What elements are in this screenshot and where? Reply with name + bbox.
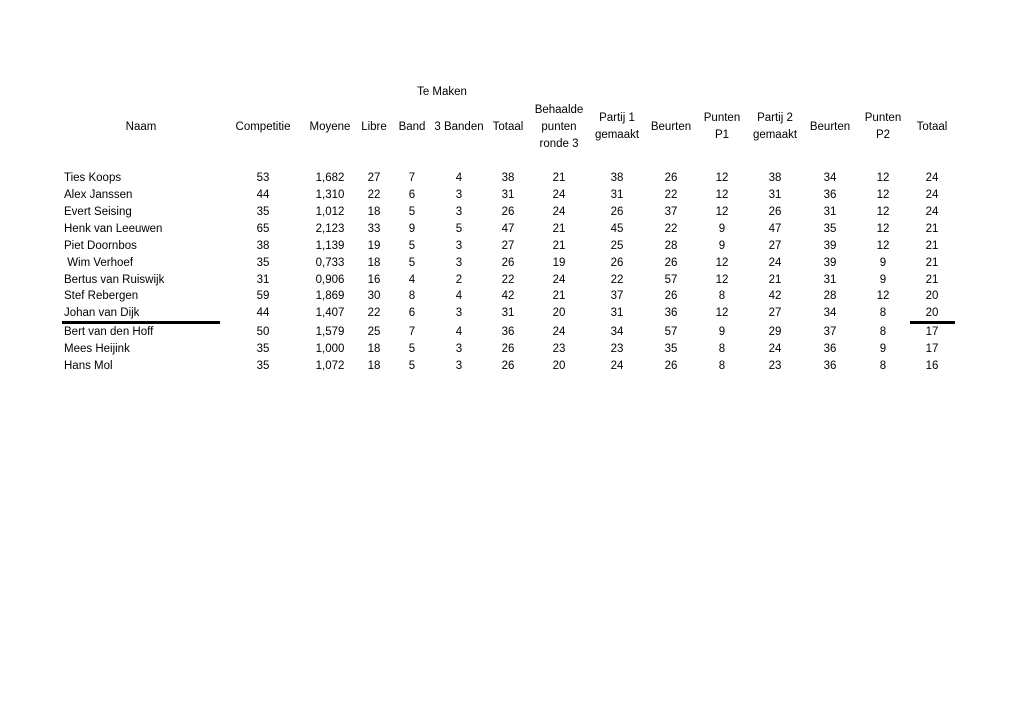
player-name: Evert Seising <box>64 206 132 218</box>
cell-totaal-te-maken: 26 <box>501 257 515 269</box>
cell-libre: 22 <box>367 189 381 201</box>
cell-3-banden: 4 <box>455 172 463 184</box>
cell-punten-p2: 9 <box>879 343 887 355</box>
cell-moyene: 1,139 <box>315 240 345 252</box>
cell-behaalde-punten-ronde-3: 20 <box>552 307 566 319</box>
cell-beurten-2: 36 <box>823 360 837 372</box>
header-partij-2-gemaakt: Partij 2 gemaakt <box>752 112 798 141</box>
cell-beurten-1: 22 <box>664 189 678 201</box>
cell-partij-1-gemaakt: 24 <box>610 360 624 372</box>
cell-punten-p1: 12 <box>715 189 729 201</box>
cell-moyene: 1,310 <box>315 189 345 201</box>
cell-beurten-1: 57 <box>664 274 678 286</box>
cell-libre: 18 <box>367 360 381 372</box>
cell-moyene: 1,407 <box>315 307 345 319</box>
cell-punten-p2: 12 <box>876 172 890 184</box>
cell-punten-p2: 9 <box>879 257 887 269</box>
cell-totaal-te-maken: 26 <box>501 360 515 372</box>
cell-beurten-1: 26 <box>664 290 678 302</box>
cell-libre: 25 <box>367 326 381 338</box>
cell-partij-1-gemaakt: 23 <box>610 343 624 355</box>
cell-punten-p1: 12 <box>715 274 729 286</box>
cell-partij-2-gemaakt: 27 <box>768 307 782 319</box>
cell-totaal-te-maken: 31 <box>501 307 515 319</box>
cell-partij-1-gemaakt: 31 <box>610 189 624 201</box>
cell-behaalde-punten-ronde-3: 20 <box>552 360 566 372</box>
cell-3-banden: 3 <box>455 240 463 252</box>
header-punten-p2: Punten P2 <box>864 112 902 141</box>
cell-libre: 22 <box>367 307 381 319</box>
cell-libre: 33 <box>367 223 381 235</box>
cell-beurten-1: 26 <box>664 257 678 269</box>
cell-totaal-te-maken: 42 <box>501 290 515 302</box>
cell-beurten-2: 28 <box>823 290 837 302</box>
cell-punten-p2: 12 <box>876 206 890 218</box>
cell-partij-1-gemaakt: 34 <box>610 326 624 338</box>
header-name: Naam <box>125 120 157 133</box>
player-name: Mees Heijink <box>64 343 130 355</box>
cell-punten-p2: 12 <box>876 223 890 235</box>
cell-partij-1-gemaakt: 25 <box>610 240 624 252</box>
cell-beurten-2: 34 <box>823 172 837 184</box>
player-name: Bert van den Hoff <box>64 326 154 338</box>
cell-partij-2-gemaakt: 38 <box>768 172 782 184</box>
cell-punten-p2: 9 <box>879 274 887 286</box>
cell-competitie: 65 <box>256 223 270 235</box>
cell-moyene: 2,123 <box>315 223 345 235</box>
cell-moyene: 1,072 <box>315 360 345 372</box>
cell-partij-2-gemaakt: 24 <box>768 257 782 269</box>
cell-3-banden: 3 <box>455 360 463 372</box>
cell-beurten-2: 36 <box>823 189 837 201</box>
cell-punten-p1: 8 <box>718 290 726 302</box>
cell-beurten-2: 36 <box>823 343 837 355</box>
cell-moyene: 1,012 <box>315 206 345 218</box>
cell-partij-1-gemaakt: 26 <box>610 206 624 218</box>
cell-libre: 30 <box>367 290 381 302</box>
cell-3-banden: 3 <box>455 307 463 319</box>
cell-3-banden: 3 <box>455 343 463 355</box>
cell-behaalde-punten-ronde-3: 24 <box>552 326 566 338</box>
cell-competitie: 44 <box>256 189 270 201</box>
header-partij-1-gemaakt: Partij 1 gemaakt <box>594 112 640 141</box>
player-name: Alex Janssen <box>64 189 133 201</box>
cell-totaal: 21 <box>925 257 939 269</box>
cell-competitie: 35 <box>256 343 270 355</box>
cell-punten-p1: 12 <box>715 206 729 218</box>
cell-moyene: 1,869 <box>315 290 345 302</box>
cell-competitie: 38 <box>256 240 270 252</box>
cell-beurten-2: 31 <box>823 206 837 218</box>
te-maken-group-header: Te Maken <box>417 86 467 98</box>
cell-totaal-te-maken: 26 <box>501 343 515 355</box>
cell-band: 7 <box>408 326 416 338</box>
cell-punten-p1: 8 <box>718 343 726 355</box>
cell-partij-2-gemaakt: 31 <box>768 189 782 201</box>
player-name: Ties Koops <box>64 172 122 184</box>
cell-punten-p2: 12 <box>876 290 890 302</box>
cell-beurten-2: 39 <box>823 257 837 269</box>
player-name: Bertus van Ruiswijk <box>64 274 165 286</box>
cell-3-banden: 3 <box>455 189 463 201</box>
cell-totaal: 24 <box>925 189 939 201</box>
cell-partij-1-gemaakt: 37 <box>610 290 624 302</box>
cell-libre: 18 <box>367 343 381 355</box>
cell-competitie: 35 <box>256 257 270 269</box>
cell-band: 6 <box>408 307 416 319</box>
cell-punten-p1: 12 <box>715 307 729 319</box>
cell-band: 5 <box>408 343 416 355</box>
cell-totaal: 21 <box>925 274 939 286</box>
cell-competitie: 35 <box>256 360 270 372</box>
cell-totaal-te-maken: 31 <box>501 189 515 201</box>
player-name: Piet Doornbos <box>64 240 137 252</box>
cell-competitie: 50 <box>256 326 270 338</box>
cell-partij-2-gemaakt: 29 <box>768 326 782 338</box>
cell-band: 7 <box>408 172 416 184</box>
cell-totaal-te-maken: 26 <box>501 206 515 218</box>
cell-libre: 18 <box>367 257 381 269</box>
cell-partij-1-gemaakt: 26 <box>610 257 624 269</box>
player-name: Wim Verhoef <box>64 257 134 269</box>
cell-libre: 16 <box>367 274 381 286</box>
header-competitie: Competitie <box>235 120 291 133</box>
cell-totaal: 20 <box>925 307 939 319</box>
cell-totaal-te-maken: 36 <box>501 326 515 338</box>
cell-beurten-1: 57 <box>664 326 678 338</box>
cell-totaal-te-maken: 47 <box>501 223 515 235</box>
cell-moyene: 0,733 <box>315 257 345 269</box>
cell-partij-2-gemaakt: 23 <box>768 360 782 372</box>
cell-behaalde-punten-ronde-3: 23 <box>552 343 566 355</box>
player-name: Henk van Leeuwen <box>64 223 163 235</box>
cell-competitie: 53 <box>256 172 270 184</box>
player-name: Stef Rebergen <box>64 290 139 302</box>
cell-3-banden: 3 <box>455 206 463 218</box>
cell-totaal-te-maken: 27 <box>501 240 515 252</box>
cell-partij-1-gemaakt: 22 <box>610 274 624 286</box>
cell-beurten-2: 31 <box>823 274 837 286</box>
cell-punten-p1: 9 <box>718 240 726 252</box>
cell-band: 5 <box>408 240 416 252</box>
header-beurten-1: Beurten <box>650 120 692 133</box>
cell-3-banden: 3 <box>455 257 463 269</box>
cell-beurten-2: 37 <box>823 326 837 338</box>
cell-beurten-1: 35 <box>664 343 678 355</box>
cell-band: 4 <box>408 274 416 286</box>
cell-libre: 27 <box>367 172 381 184</box>
cell-moyene: 1,579 <box>315 326 345 338</box>
cell-behaalde-punten-ronde-3: 24 <box>552 189 566 201</box>
cell-punten-p1: 9 <box>718 326 726 338</box>
cell-behaalde-punten-ronde-3: 24 <box>552 206 566 218</box>
cell-punten-p1: 12 <box>715 257 729 269</box>
cell-punten-p1: 8 <box>718 360 726 372</box>
cell-moyene: 0,906 <box>315 274 345 286</box>
cell-beurten-1: 37 <box>664 206 678 218</box>
cell-beurten-1: 22 <box>664 223 678 235</box>
cell-punten-p2: 8 <box>879 360 887 372</box>
cell-partij-2-gemaakt: 26 <box>768 206 782 218</box>
cell-partij-2-gemaakt: 42 <box>768 290 782 302</box>
cell-beurten-1: 36 <box>664 307 678 319</box>
cell-band: 9 <box>408 223 416 235</box>
header-band: Band <box>398 120 426 133</box>
cell-band: 6 <box>408 189 416 201</box>
cell-beurten-1: 28 <box>664 240 678 252</box>
cell-libre: 19 <box>367 240 381 252</box>
cell-punten-p2: 12 <box>876 189 890 201</box>
player-name: Hans Mol <box>64 360 113 372</box>
header-behaalde-punten-ronde-3: Behaalde punten ronde 3 <box>534 103 584 150</box>
cell-punten-p1: 9 <box>718 223 726 235</box>
cell-beurten-1: 26 <box>664 360 678 372</box>
cutoff-line-left <box>62 321 220 324</box>
cell-punten-p2: 8 <box>879 326 887 338</box>
player-name: Johan van Dijk <box>64 307 140 319</box>
cell-totaal: 17 <box>925 343 939 355</box>
cell-totaal: 21 <box>925 240 939 252</box>
cell-partij-1-gemaakt: 38 <box>610 172 624 184</box>
cell-totaal: 24 <box>925 206 939 218</box>
cell-totaal-te-maken: 38 <box>501 172 515 184</box>
cell-band: 5 <box>408 257 416 269</box>
cutoff-line-right <box>910 321 955 324</box>
header-libre: Libre <box>361 120 387 133</box>
cell-beurten-2: 34 <box>823 307 837 319</box>
cell-totaal: 21 <box>925 223 939 235</box>
cell-3-banden: 4 <box>455 326 463 338</box>
cell-beurten-2: 39 <box>823 240 837 252</box>
cell-competitie: 59 <box>256 290 270 302</box>
header-totaal-te-maken: Totaal <box>492 120 524 133</box>
cell-partij-1-gemaakt: 45 <box>610 223 624 235</box>
cell-partij-2-gemaakt: 27 <box>768 240 782 252</box>
cell-behaalde-punten-ronde-3: 21 <box>552 290 566 302</box>
cell-partij-2-gemaakt: 24 <box>768 343 782 355</box>
cell-behaalde-punten-ronde-3: 19 <box>552 257 566 269</box>
header-beurten-2: Beurten <box>809 120 851 133</box>
cell-3-banden: 2 <box>455 274 463 286</box>
cell-moyene: 1,000 <box>315 343 345 355</box>
cell-punten-p2: 12 <box>876 240 890 252</box>
cell-competitie: 31 <box>256 274 270 286</box>
cell-beurten-2: 35 <box>823 223 837 235</box>
cell-band: 5 <box>408 206 416 218</box>
cell-partij-1-gemaakt: 31 <box>610 307 624 319</box>
cell-behaalde-punten-ronde-3: 21 <box>552 172 566 184</box>
cell-punten-p2: 8 <box>879 307 887 319</box>
cell-band: 5 <box>408 360 416 372</box>
cell-totaal-te-maken: 22 <box>501 274 515 286</box>
cell-band: 8 <box>408 290 416 302</box>
cell-competitie: 44 <box>256 307 270 319</box>
header-3-banden: 3 Banden <box>434 120 484 133</box>
cell-totaal: 24 <box>925 172 939 184</box>
header-punten-p1: Punten P1 <box>703 112 741 141</box>
cell-behaalde-punten-ronde-3: 21 <box>552 223 566 235</box>
cell-totaal: 20 <box>925 290 939 302</box>
cell-behaalde-punten-ronde-3: 21 <box>552 240 566 252</box>
cell-moyene: 1,682 <box>315 172 345 184</box>
cell-3-banden: 5 <box>455 223 463 235</box>
cell-3-banden: 4 <box>455 290 463 302</box>
cell-partij-2-gemaakt: 47 <box>768 223 782 235</box>
cell-totaal: 17 <box>925 326 939 338</box>
cell-behaalde-punten-ronde-3: 24 <box>552 274 566 286</box>
cell-partij-2-gemaakt: 21 <box>768 274 782 286</box>
cell-competitie: 35 <box>256 206 270 218</box>
header-totaal: Totaal <box>916 120 948 133</box>
cell-libre: 18 <box>367 206 381 218</box>
header-moyene: Moyene <box>309 120 351 133</box>
cell-punten-p1: 12 <box>715 172 729 184</box>
cell-beurten-1: 26 <box>664 172 678 184</box>
cell-totaal: 16 <box>925 360 939 372</box>
